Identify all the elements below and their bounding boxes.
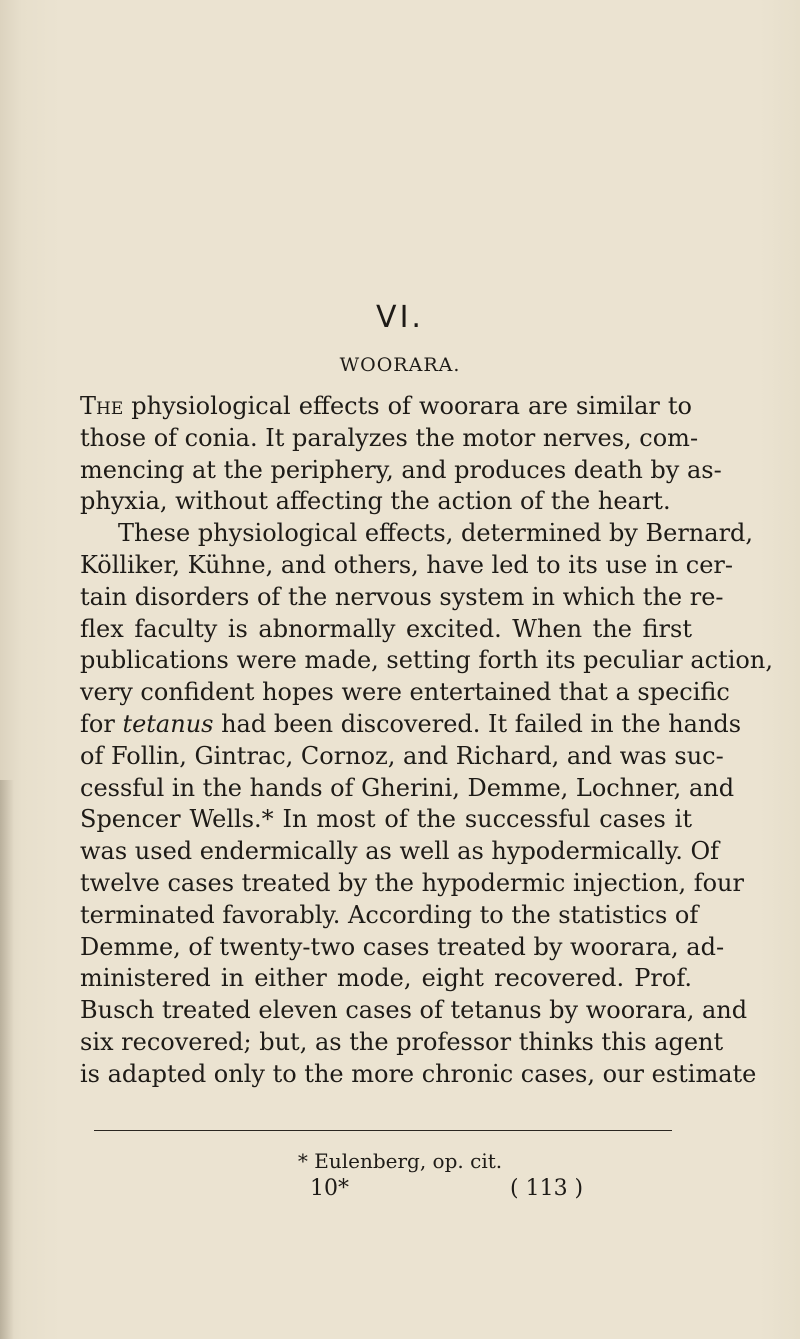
text-line: those of conia. It paralyzes the motor nerves, com-	[80, 423, 699, 452]
text-line: for tetanus had been discovered. It failed in the hands	[80, 709, 742, 738]
text-line: twelve cases treated by the hypodermic injection, four	[80, 868, 744, 897]
text-line: very confident hopes were entertained that a specific	[80, 678, 730, 707]
text-line: was used endermically as well as hypodermically. Of	[80, 837, 720, 866]
text-line: six recovered; but, as the professor thinks this agent	[80, 1027, 724, 1056]
signature-mark: 10*	[310, 1176, 349, 1201]
text-line: terminated favorably. According to the statistics of	[80, 900, 699, 929]
text-line: is adapted only to the more chronic cases, our estimate	[80, 1059, 757, 1088]
italic-term: tetanus	[122, 709, 214, 738]
text-line: flex faculty is abnormally excited. When the first	[80, 614, 692, 643]
chapter-title: WOORARA.	[339, 354, 461, 376]
text-line: phyxia, without affecting the action of the heart.	[80, 487, 671, 516]
text-line: The physiological effects of woorara are similar to	[80, 392, 692, 420]
text-line: ministered in either mode, eight recovered. Prof.	[80, 964, 692, 993]
footnote-divider	[94, 1130, 672, 1131]
text-line: Demme, of twenty-two cases treated by woorara, ad-	[80, 932, 725, 961]
body-paragraph	[80, 391, 773, 1091]
page-edge-shadow	[0, 780, 14, 1339]
text-line: Kölliker, Kühne, and others, have led to its use in cer-	[80, 550, 734, 579]
text-line: Spencer Wells.* In most of the successful cases it	[80, 805, 692, 834]
text-line: mencing at the periphery, and produces death by as-	[80, 455, 722, 484]
text-line: These physiological effects, determined by Bernard,	[118, 519, 754, 548]
page-number: ( 113 )	[510, 1176, 584, 1201]
text-line: cessful in the hands of Gherini, Demme, Lochner, and	[80, 773, 735, 802]
footnote: * Eulenberg, op. cit.	[297, 1149, 503, 1173]
text-line: publications were made, setting forth its peculiar action,	[80, 646, 773, 675]
text-line: tain disorders of the nervous system in which the re-	[80, 582, 724, 611]
chapter-numeral: VI.	[376, 300, 424, 335]
text-line: of Follin, Gintrac, Cornoz, and Richard, and was suc-	[80, 741, 724, 770]
text-line: Busch treated eleven cases of tetanus by woorara, and	[80, 996, 748, 1025]
drop-word: The	[80, 392, 124, 420]
